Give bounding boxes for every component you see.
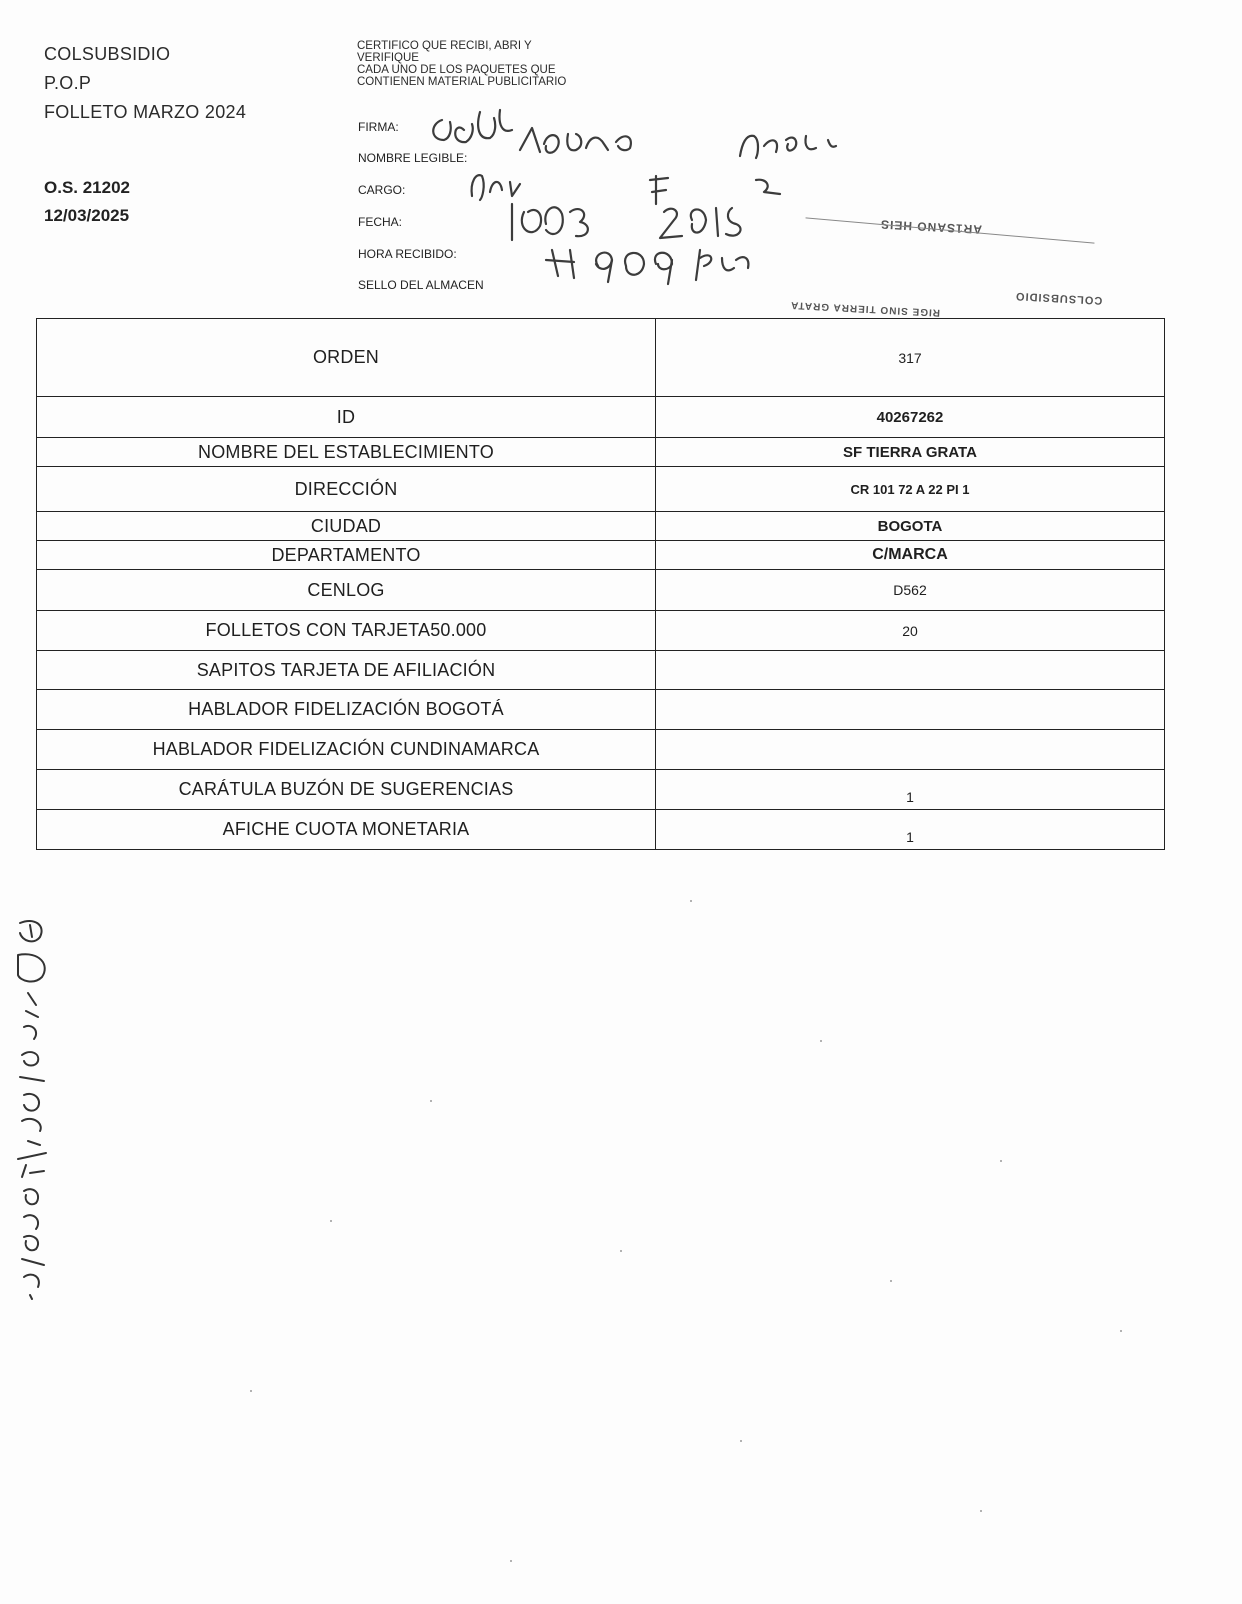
table-row [37, 651, 1165, 690]
scan-noise [890, 1280, 892, 1282]
table-row [37, 730, 1165, 770]
row-label: SAPITOS TARJETA DE AFILIACIÓN [37, 651, 656, 690]
brochure-title: FOLLETO MARZO 2024 [44, 102, 247, 122]
scan-noise [980, 1510, 982, 1512]
row-value [656, 690, 1165, 730]
table-row [37, 541, 1165, 570]
row-label: CIUDAD [37, 512, 656, 541]
row-value [656, 651, 1165, 690]
order-table [36, 318, 1165, 850]
store-stamp-mark: AR1SANO HEIS [879, 217, 983, 237]
table-row [37, 611, 1165, 651]
row-label: FOLLETOS CON TARJETA50.000 [37, 611, 656, 651]
row-value: 40267262 [656, 397, 1165, 438]
scan-noise [250, 1390, 252, 1392]
scan-noise [1000, 1160, 1002, 1162]
row-label: DEPARTAMENTO [37, 541, 656, 570]
store-stamp-mark-2: COLSUBSIDIO [1014, 289, 1103, 307]
row-label: ID [37, 397, 656, 438]
row-value: C/MARCA [656, 541, 1165, 570]
row-value: 1 [656, 810, 1165, 850]
cert-line-1: CERTIFICO QUE RECIBI, ABRI Y [357, 40, 532, 52]
document-header [44, 40, 246, 127]
table-row [37, 770, 1165, 810]
row-value: 1 [656, 770, 1165, 810]
table-row [37, 512, 1165, 541]
row-label: AFICHE CUOTA MONETARIA [37, 810, 656, 850]
position-label: CARGO: [358, 183, 406, 197]
row-label: ORDEN [37, 319, 656, 397]
table-row [37, 690, 1165, 730]
scan-noise [430, 1100, 432, 1102]
row-value [656, 730, 1165, 770]
order-service-block [44, 174, 130, 230]
table-row [37, 397, 1165, 438]
table-row [37, 467, 1165, 512]
row-label: CARÁTULA BUZÓN DE SUGERENCIAS [37, 770, 656, 810]
cert-line-2: VERIFIQUE [357, 52, 419, 64]
company-name: COLSUBSIDIO [44, 44, 171, 64]
order-service-number: O.S. 21202 [44, 178, 131, 197]
store-stamp-label: SELLO DEL ALMACEN [358, 278, 484, 292]
cert-line-4: CONTIENEN MATERIAL PUBLICITARIO [357, 76, 567, 88]
row-label: CENLOG [37, 570, 656, 611]
row-label: HABLADOR FIDELIZACIÓN BOGOTÁ [37, 690, 656, 730]
scan-noise [330, 1220, 332, 1222]
row-value: BOGOTA [656, 512, 1165, 541]
scan-noise [510, 1560, 512, 1562]
date-label: FECHA: [358, 215, 403, 229]
row-value: SF TIERRA GRATA [656, 438, 1165, 467]
row-value: 20 [656, 611, 1165, 651]
table-row [37, 810, 1165, 850]
table-row [37, 319, 1165, 397]
scan-noise [1120, 1330, 1122, 1332]
scan-noise [740, 1440, 742, 1442]
row-label: NOMBRE DEL ESTABLECIMIENTO [37, 438, 656, 467]
row-value: D562 [656, 570, 1165, 611]
row-label: HABLADOR FIDELIZACIÓN CUNDINAMARCA [37, 730, 656, 770]
certification-text [357, 40, 566, 88]
cert-line-3: CADA UNO DE LOS PAQUETES QUE [357, 64, 556, 76]
row-label: DIRECCIÓN [37, 467, 656, 512]
handwritten-side-note [10, 915, 60, 1300]
time-received-label: HORA RECIBIDO: [358, 247, 457, 261]
row-value: CR 101 72 A 22 PI 1 [656, 467, 1165, 512]
handwritten-signature-entries [420, 100, 940, 290]
table-row [37, 570, 1165, 611]
scan-noise [820, 1040, 822, 1042]
store-stamp-mark-3: RIGE SINO TIERRA GRATA [789, 299, 941, 318]
order-date: 12/03/2025 [44, 206, 130, 225]
row-value: 317 [656, 319, 1165, 397]
scan-noise [690, 900, 692, 902]
signature-label: FIRMA: [358, 120, 399, 134]
scan-noise [620, 1250, 622, 1252]
material-type: P.O.P [44, 73, 92, 93]
table-row [37, 438, 1165, 467]
legible-name-label: NOMBRE LEGIBLE: [358, 151, 468, 165]
